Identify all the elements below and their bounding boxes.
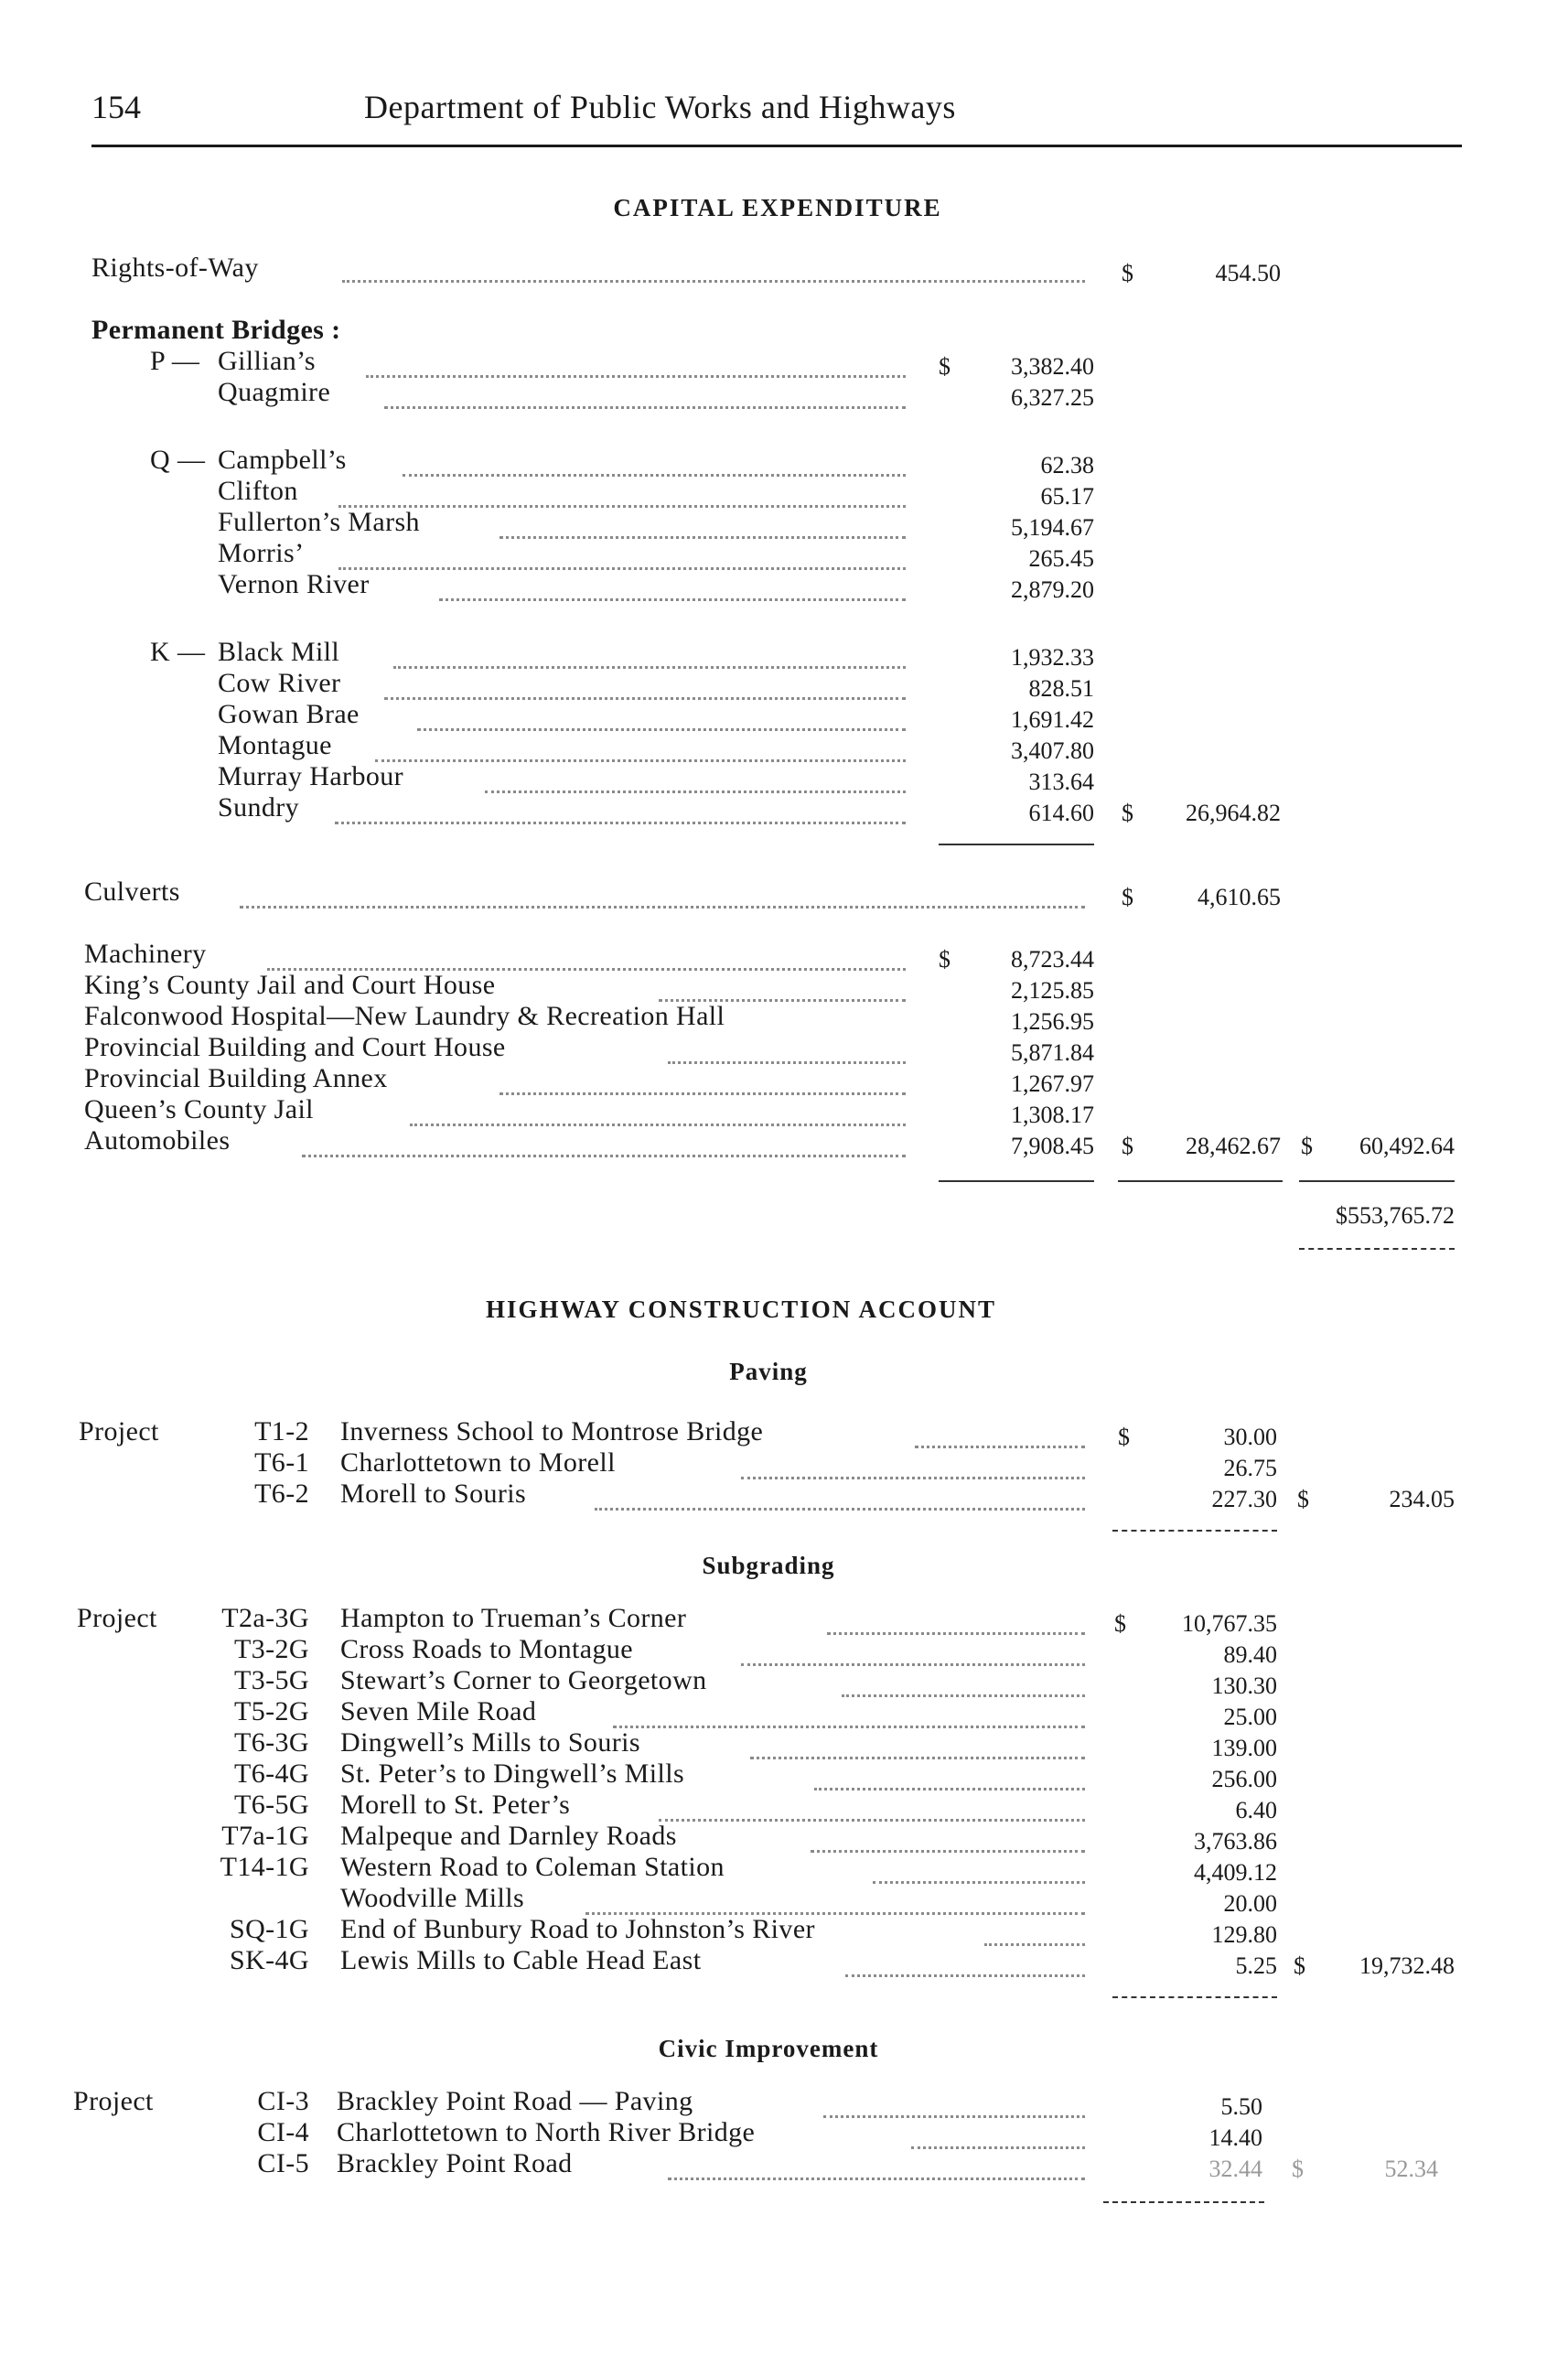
- project-amount: 6.40: [1235, 1797, 1277, 1823]
- leader-dots: [827, 1632, 1085, 1635]
- misc-item-name: Falconwood Hospital—New Laundry & Recreation Hall: [84, 1001, 725, 1031]
- misc-item-name: Provincial Building Annex: [84, 1063, 388, 1093]
- project-code: T5-2G: [234, 1696, 309, 1726]
- bridge-name: Clifton: [218, 476, 298, 506]
- project-code: T6-1: [254, 1447, 309, 1478]
- project-amount: 256.00: [1211, 1766, 1277, 1792]
- bridges-total: 26,964.82: [1186, 800, 1281, 826]
- project-desc: Western Road to Coleman Station: [340, 1852, 725, 1882]
- project-code: T6-5G: [234, 1790, 309, 1820]
- leader-dots: [668, 2178, 1085, 2180]
- leader-dots: [613, 1726, 1085, 1728]
- leader-dots: [750, 1757, 1085, 1759]
- project-amount: 26.75: [1223, 1455, 1277, 1481]
- leader-dots: [338, 505, 906, 508]
- bridge-amount: 313.64: [1028, 769, 1094, 795]
- dollar-sign: $: [1122, 1133, 1133, 1159]
- bridge-group-prefix: P —: [150, 346, 200, 376]
- running-head: Department of Public Works and Highways: [364, 89, 956, 125]
- project-desc: St. Peter’s to Dingwell’s Mills: [340, 1758, 685, 1789]
- sum-rule: [1112, 1530, 1277, 1532]
- misc-item-name: Machinery: [84, 939, 207, 969]
- bridge-name: Gowan Brae: [218, 699, 360, 729]
- project-desc: Brackley Point Road: [337, 2148, 573, 2178]
- project-desc: Woodville Mills: [340, 1883, 525, 1913]
- leader-dots: [439, 598, 906, 601]
- bridge-amount: 6,327.25: [1011, 384, 1094, 411]
- leader-dots: [485, 790, 906, 793]
- rights-of-way-total: 454.50: [1215, 260, 1281, 286]
- project-code: T1-2: [254, 1416, 309, 1446]
- project-code: T6-3G: [234, 1727, 309, 1758]
- bridge-name: Morris’: [218, 538, 305, 568]
- leader-dots: [302, 1155, 906, 1157]
- misc-item-amount: 8,723.44: [1011, 946, 1094, 973]
- project-amount: 20.00: [1223, 1890, 1277, 1917]
- misc-item-amount: 1,308.17: [1011, 1102, 1094, 1128]
- bridge-group-prefix: K —: [150, 637, 206, 667]
- project-amount: 227.30: [1211, 1486, 1277, 1512]
- bridge-name: Murray Harbour: [218, 761, 404, 791]
- dollar-sign: $: [939, 946, 950, 973]
- section-title-capital: CAPITAL EXPENDITURE: [613, 194, 942, 221]
- culverts-label: Culverts: [84, 876, 180, 907]
- dollar-sign: $: [1297, 1486, 1309, 1512]
- project-desc: End of Bunbury Road to Johnston’s River: [340, 1914, 815, 1944]
- project-amount: 14.40: [1208, 2124, 1262, 2151]
- project-amount: 139.00: [1211, 1735, 1277, 1761]
- leader-dots: [338, 567, 906, 570]
- header-rule: [91, 145, 1462, 147]
- leader-dots: [366, 375, 906, 378]
- dollar-sign: $: [1122, 260, 1133, 286]
- leader-dots: [911, 2146, 1085, 2149]
- leader-dots: [417, 728, 906, 731]
- project-code: SQ-1G: [229, 1914, 309, 1944]
- subsection-title-civic: Civic Improvement: [658, 2035, 879, 2062]
- leader-dots: [811, 1850, 1085, 1853]
- rights-of-way-label: Rights-of-Way: [91, 253, 259, 283]
- dollar-sign: $: [1118, 1424, 1130, 1450]
- misc-item-name: Automobiles: [84, 1125, 231, 1156]
- bridge-name: Black Mill: [218, 637, 340, 667]
- project-amount: 5.25: [1235, 1952, 1277, 1979]
- project-desc: Morell to Souris: [340, 1479, 527, 1509]
- leader-dots: [668, 1061, 906, 1064]
- bridge-amount: 1,932.33: [1011, 644, 1094, 671]
- misc-item-amount: 1,256.95: [1011, 1008, 1094, 1035]
- misc-item-amount: 7,908.45: [1011, 1133, 1094, 1159]
- leader-dots: [845, 1974, 1085, 1977]
- leader-dots: [915, 1446, 1085, 1448]
- project-code: CI-4: [257, 2117, 309, 2147]
- project-code: CI-5: [257, 2148, 309, 2178]
- sum-rule: [939, 844, 1094, 845]
- bridge-amount: 5,194.67: [1011, 514, 1094, 541]
- project-amount: 89.40: [1223, 1641, 1277, 1668]
- project-code: CI-3: [257, 2086, 309, 2116]
- bridge-name: Campbell’s: [218, 445, 347, 475]
- capital-total: 60,492.64: [1359, 1133, 1455, 1159]
- project-amount: 5.50: [1220, 2093, 1262, 2120]
- project-desc: Dingwell’s Mills to Souris: [340, 1727, 640, 1758]
- project-amount: 3,763.86: [1194, 1828, 1277, 1855]
- sum-rule: [1112, 1996, 1277, 1998]
- leader-dots: [741, 1477, 1085, 1479]
- bridge-name: Fullerton’s Marsh: [218, 507, 420, 537]
- project-label: Project: [73, 2086, 154, 2116]
- bridge-amount: 3,382.40: [1011, 353, 1094, 380]
- bridge-amount: 62.38: [1040, 452, 1094, 479]
- dollar-sign: $: [1294, 1952, 1305, 1979]
- subsection-title-subgrading: Subgrading: [702, 1552, 835, 1579]
- leader-dots: [814, 1788, 1085, 1790]
- bridge-name: Gillian’s: [218, 346, 316, 376]
- project-label: Project: [77, 1603, 157, 1633]
- project-code: T6-2: [254, 1479, 309, 1509]
- sum-rule: [939, 1180, 1094, 1182]
- bridge-amount: 828.51: [1028, 675, 1094, 702]
- leader-dots: [873, 1881, 1085, 1884]
- project-code: SK-4G: [229, 1945, 309, 1975]
- bridge-amount: 1,691.42: [1011, 706, 1094, 733]
- misc-item-name: Queen’s County Jail: [84, 1094, 314, 1124]
- bridge-amount: 3,407.80: [1011, 737, 1094, 764]
- misc-item-amount: 5,871.84: [1011, 1039, 1094, 1066]
- misc-item-amount: 2,125.85: [1011, 977, 1094, 1004]
- leader-dots: [595, 1508, 1085, 1511]
- project-desc: Charlottetown to Morell: [340, 1447, 616, 1478]
- bridge-name: Quagmire: [218, 377, 331, 407]
- dollar-sign: $: [1292, 2156, 1304, 2182]
- dollar-sign: $: [1114, 1610, 1126, 1637]
- culverts-total: 4,610.65: [1197, 884, 1281, 910]
- bridges-heading: Permanent Bridges :: [91, 315, 341, 345]
- project-desc: Brackley Point Road — Paving: [337, 2086, 693, 2116]
- leader-dots: [403, 474, 906, 477]
- project-desc: Malpeque and Darnley Roads: [340, 1821, 677, 1851]
- leader-dots: [375, 759, 906, 762]
- dollar-sign: $: [939, 353, 950, 380]
- sum-rule: [1103, 2201, 1264, 2203]
- leader-dots: [240, 906, 1085, 909]
- bridge-name: Cow River: [218, 668, 341, 698]
- bridge-amount: 265.45: [1028, 545, 1094, 572]
- misc-item-name: Provincial Building and Court House: [84, 1032, 506, 1062]
- project-desc: Seven Mile Road: [340, 1696, 537, 1726]
- subsection-title-paving: Paving: [729, 1358, 808, 1385]
- leader-dots: [823, 2115, 1085, 2118]
- bridge-amount: 65.17: [1040, 483, 1094, 510]
- project-amount: 30.00: [1223, 1424, 1277, 1450]
- leader-dots: [984, 1943, 1085, 1946]
- leader-dots: [384, 406, 906, 409]
- leader-dots: [659, 1819, 1085, 1822]
- project-desc: Stewart’s Corner to Georgetown: [340, 1665, 707, 1695]
- bridge-amount: 614.60: [1028, 800, 1094, 826]
- project-desc: Morell to St. Peter’s: [340, 1790, 571, 1820]
- dollar-sign: $: [1301, 1133, 1313, 1159]
- project-code: T7a-1G: [221, 1821, 309, 1851]
- sum-rule: [1299, 1180, 1455, 1182]
- dollar-sign: $: [1122, 800, 1133, 826]
- leader-dots: [335, 822, 906, 824]
- bridge-amount: 2,879.20: [1011, 576, 1094, 603]
- sum-rule: [1299, 1248, 1455, 1250]
- bridge-name: Montague: [218, 730, 332, 760]
- project-amount: 32.44: [1208, 2156, 1262, 2182]
- project-code: T3-2G: [234, 1634, 309, 1664]
- project-amount: 129.80: [1211, 1921, 1277, 1948]
- project-amount: 4,409.12: [1194, 1859, 1277, 1886]
- leader-dots: [384, 697, 906, 700]
- grand-total: $553,765.72: [1336, 1202, 1455, 1229]
- project-desc: Cross Roads to Montague: [340, 1634, 634, 1664]
- project-desc: Charlottetown to North River Bridge: [337, 2117, 756, 2147]
- project-amount: 130.30: [1211, 1672, 1277, 1699]
- project-label: Project: [79, 1416, 159, 1446]
- bridge-group-prefix: Q —: [150, 445, 206, 475]
- project-desc: Hampton to Trueman’s Corner: [340, 1603, 687, 1633]
- civic-total: 52.34: [1384, 2156, 1438, 2182]
- project-amount: 25.00: [1223, 1704, 1277, 1730]
- misc-item-amount: 1,267.97: [1011, 1070, 1094, 1097]
- leader-dots: [410, 1124, 906, 1126]
- project-code: T6-4G: [234, 1758, 309, 1789]
- leader-dots: [342, 280, 1085, 283]
- project-desc: Inverness School to Montrose Bridge: [340, 1416, 764, 1446]
- project-code: T3-5G: [234, 1665, 309, 1695]
- project-code: T2a-3G: [221, 1603, 309, 1633]
- bridge-name: Vernon River: [218, 569, 370, 599]
- leader-dots: [393, 666, 906, 669]
- subgrading-total: 19,732.48: [1359, 1952, 1455, 1979]
- section-title-highway: HIGHWAY CONSTRUCTION ACCOUNT: [485, 1296, 997, 1323]
- leader-dots: [499, 536, 906, 539]
- leader-dots: [499, 1092, 906, 1095]
- project-amount: 10,767.35: [1182, 1610, 1277, 1637]
- misc-subtotal: 28,462.67: [1186, 1133, 1281, 1159]
- page-number: 154: [91, 89, 141, 125]
- project-desc: Lewis Mills to Cable Head East: [340, 1945, 702, 1975]
- dollar-sign: $: [1122, 884, 1133, 910]
- misc-item-name: King’s County Jail and Court House: [84, 970, 496, 1000]
- leader-dots: [741, 1663, 1085, 1666]
- sum-rule: [1118, 1180, 1283, 1182]
- leader-dots: [842, 1694, 1085, 1697]
- bridge-name: Sundry: [218, 792, 300, 823]
- paving-total: 234.05: [1389, 1486, 1455, 1512]
- project-code: T14-1G: [220, 1852, 309, 1882]
